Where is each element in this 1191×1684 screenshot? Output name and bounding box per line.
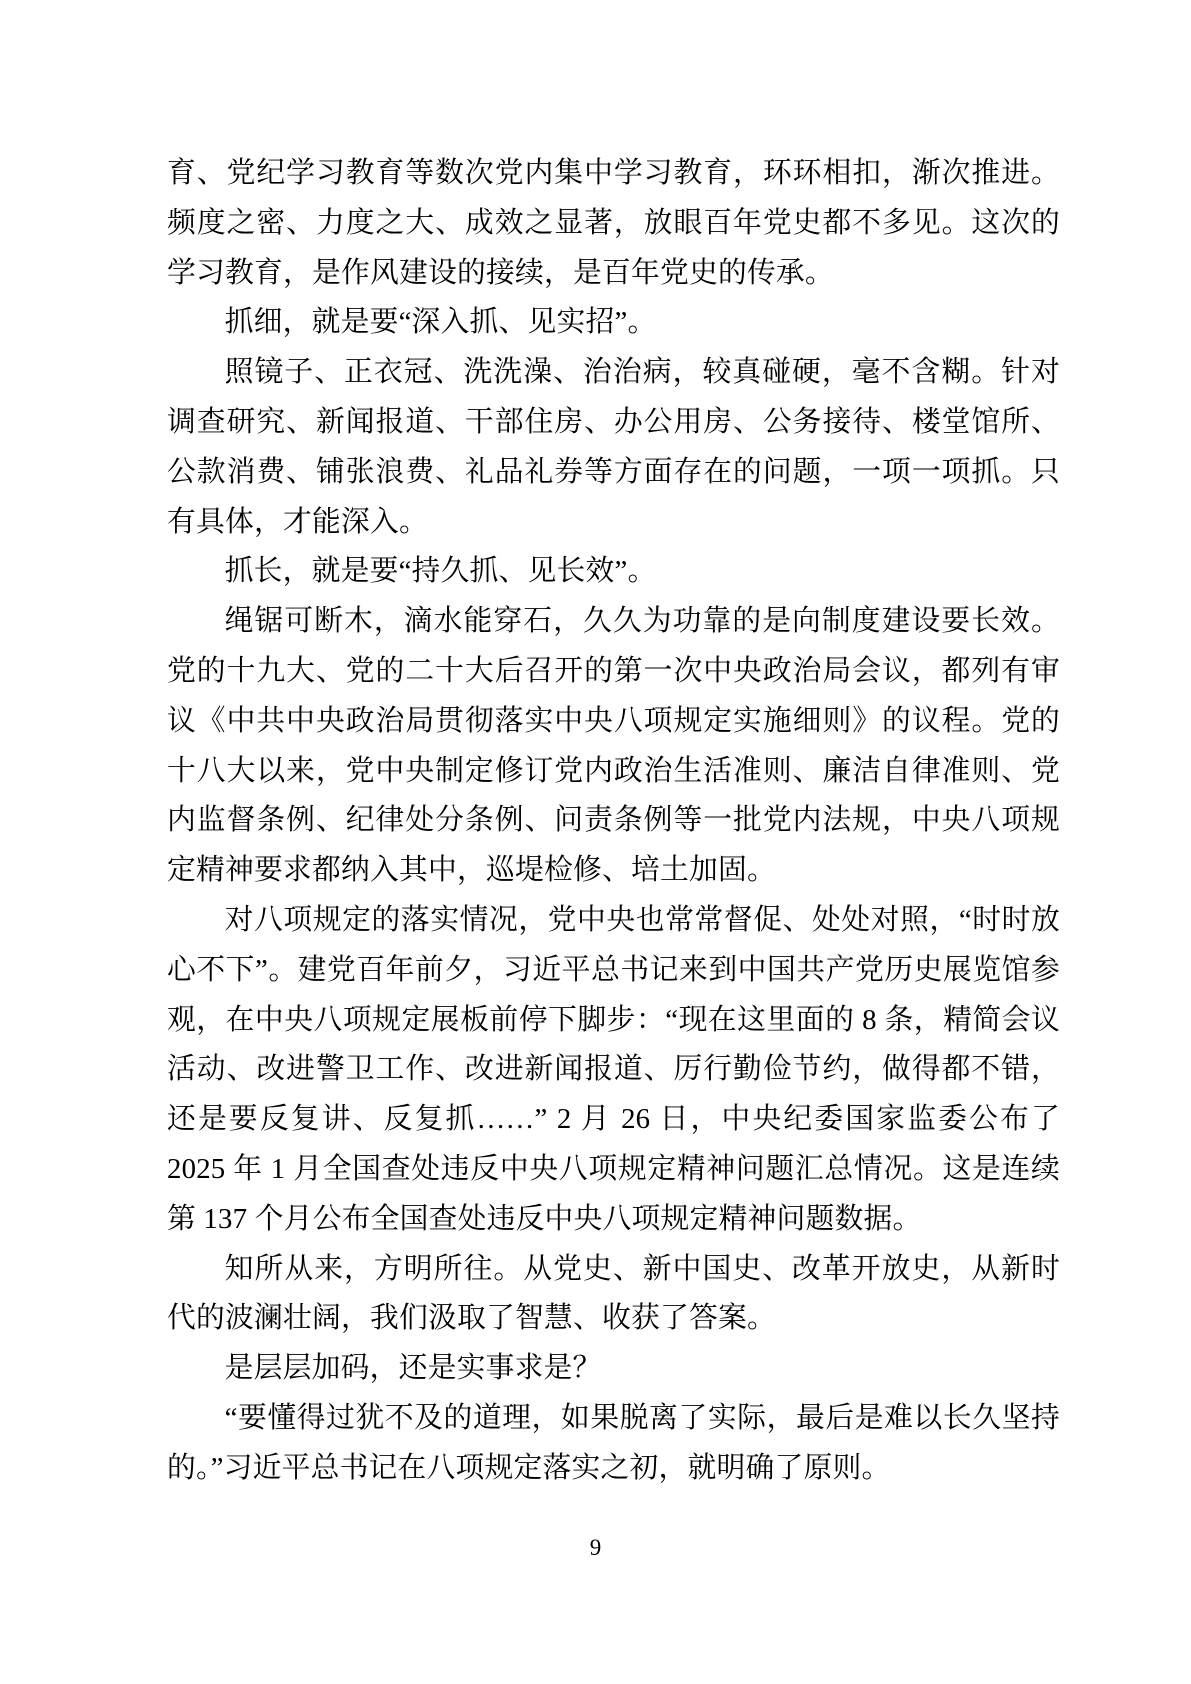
paragraph: 照镜子、正衣冠、洗洗澡、治治病，较真碰硬，毫不含糊。针对调查研究、新闻报道、干部住房、办公用房、公务接待、楼堂馆所、公款消费、铺张浪费、礼品礼券等方面存在的问题，一项一项抓。只有具体，才能深入。	[167, 356, 1060, 538]
paragraph: 是层层加码，还是实事求是？	[224, 1352, 602, 1385]
paragraph: 绳锯可断木，滴水能穿石，久久为功靠的是向制度建设要长效。党的十九大、党的二十大后召开的第一次中央政治局会议，都列有审议《中共中央政治局贯彻落实中央八项规定实施细则》的议程。党的十八大以来，党中央制定修订党内政治生活准则、廉洁自律准则、党内监督条例、纪律处分条例、问责条例等一批党内法规，中央八项规定精神要求都纳入其中，巡堤检修、培土加固。	[167, 605, 1060, 887]
paragraph: 抓长，就是要“持久抓、见长效”。	[224, 555, 657, 588]
paragraph: 抓细，就是要“深入抓、见实招”。	[224, 306, 657, 339]
paragraph: 知所从来，方明所往。从党史、新中国史、改革开放史，从新时代的波澜壮阔，我们汲取了智慧、收获了答案。	[167, 1252, 1060, 1335]
paragraph: “要懂得过犹不及的道理，如果脱离了实际，最后是难以长久坚持的。”习近平总书记在八项规定落实之初，就明确了原则。	[167, 1401, 1060, 1484]
page-number: 9	[589, 1535, 602, 1560]
document-body	[167, 149, 1060, 1494]
paragraph: 育、党纪学习教育等数次党内集中学习教育，环环相扣，渐次推进。频度之密、力度之大、成效之显著，放眼百年党史都不多见。这次的学习教育，是作风建设的接续，是百年党史的传承。	[167, 157, 1060, 289]
paragraph: 对八项规定的落实情况，党中央也常常督促、处处对照，“时时放心不下”。建党百年前夕，习近平总书记来到中国共产党历史展览馆参观，在中央八项规定展板前停下脚步：“现在这里面的 8 条，精简会议活动、改进警卫工作、改进新闻报道、厉行勤俭节约，做得都不错，还是要反复讲、反复抓……” 2 月 26 日，中央纪委国家监委公布了 2025 年 1 月全国查处违反中央八项规定精神问题汇总情况。这是连续第 137 个月公布全国查处违反中央八项规定精神问题数据。	[167, 903, 1060, 1235]
